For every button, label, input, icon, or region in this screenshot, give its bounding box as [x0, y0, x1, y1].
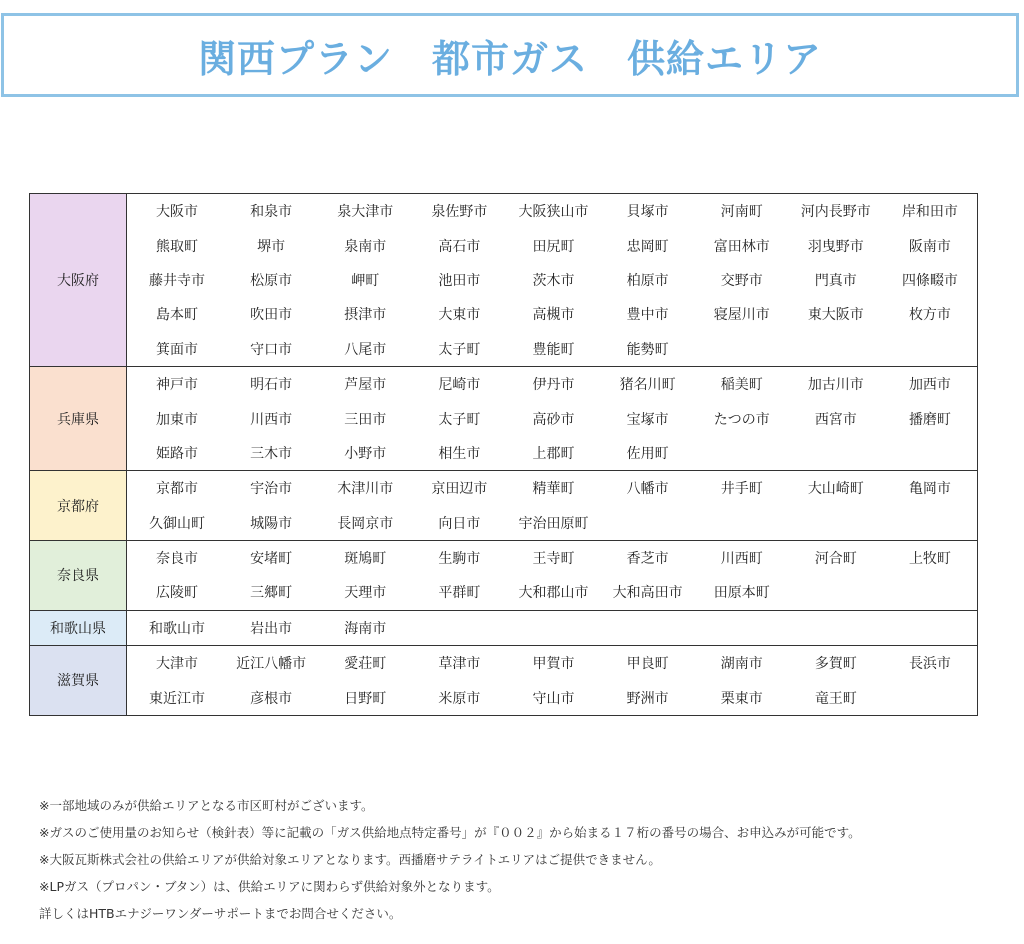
- prefecture-cell: 和歌山県: [30, 610, 127, 645]
- city-name: 太子町: [438, 341, 481, 358]
- city-name: 富田林市: [713, 238, 770, 255]
- city-name: 藤井寺市: [149, 272, 206, 289]
- cities-cell: [127, 646, 978, 716]
- city-name: 西宮市: [814, 411, 857, 428]
- city-name: 京田辺市: [431, 481, 488, 498]
- note-line: ※大阪瓦斯株式会社の供給エリアが供給対象エリアとなります。西播磨サテライトエリアはご提供できません。: [39, 852, 661, 867]
- city-name: 高石市: [438, 238, 481, 255]
- city-name: 草津市: [438, 656, 481, 673]
- city-name: 忠岡町: [626, 238, 669, 255]
- note-line: ※ガスのご使用量のお知らせ（検針表）等に記載の「ガス供給地点特定番号」が『００２』から始まる１７桁の番号の場合、お申込みが可能です。: [39, 825, 861, 840]
- cities-cell: [127, 540, 978, 610]
- city-name: 近江八幡市: [236, 656, 307, 673]
- city-name: 河内長野市: [800, 204, 871, 221]
- region-row: [30, 471, 978, 541]
- city-name: 大阪市: [156, 204, 199, 221]
- city-name: 京都市: [156, 481, 199, 498]
- prefecture-cell: 兵庫県: [30, 366, 127, 470]
- city-grid: [127, 471, 977, 540]
- note-line: 詳しくはHTBエナジーワンダーサポートまでお問合せください。: [39, 906, 402, 921]
- city-name: 神戸市: [156, 377, 199, 394]
- city-name: 岸和田市: [901, 204, 958, 221]
- note-line: ※一部地域のみが供給エリアとなる市区町村がございます。: [39, 798, 374, 813]
- city-name: 甲良町: [626, 656, 669, 673]
- city-name: 三郷町: [250, 585, 293, 602]
- city-name: 尼崎市: [438, 377, 481, 394]
- cities-cell: [127, 194, 978, 367]
- city-name: 甲賀市: [532, 656, 575, 673]
- city-name: 平群町: [438, 585, 481, 602]
- cities-cell: [127, 610, 978, 645]
- city-name: 竜王町: [814, 690, 857, 707]
- city-name: 安堵町: [250, 551, 293, 568]
- city-name: 八尾市: [344, 341, 387, 358]
- city-name: 高砂市: [532, 411, 575, 428]
- note-line: ※LPガス（プロパン・ブタン）は、供給エリアに関わらず供給対象外となります。: [39, 879, 500, 894]
- city-name: 大山崎町: [807, 481, 864, 498]
- city-grid: [127, 646, 977, 715]
- city-name: 大和高田市: [612, 585, 683, 602]
- city-name: 川西町: [720, 551, 763, 568]
- prefecture-cell: 奈良県: [30, 540, 127, 610]
- city-name: 彦根市: [250, 690, 293, 707]
- city-name: 日野町: [344, 690, 387, 707]
- city-name: 伊丹市: [532, 377, 575, 394]
- city-name: 門真市: [814, 272, 857, 289]
- city-name: 斑鳩町: [344, 551, 387, 568]
- region-row: [30, 646, 978, 716]
- city-name: 泉佐野市: [431, 204, 488, 221]
- city-name: 愛荘町: [344, 656, 387, 673]
- city-name: 吹田市: [250, 307, 293, 324]
- prefecture-cell: 滋賀県: [30, 646, 127, 716]
- city-name: 播磨町: [908, 411, 951, 428]
- title-banner: [1, 13, 1019, 97]
- city-name: 大和郡山市: [518, 585, 589, 602]
- city-name: 湖南市: [720, 656, 763, 673]
- city-name: 明石市: [250, 377, 293, 394]
- prefecture-cell: 京都府: [30, 471, 127, 541]
- city-name: 箕面市: [156, 341, 199, 358]
- city-name: 松原市: [250, 272, 293, 289]
- page-title: 関西プラン 都市ガス 供給エリア: [197, 36, 822, 81]
- city-name: 城陽市: [250, 515, 293, 532]
- city-name: 東大阪市: [807, 307, 864, 324]
- city-name: 守山市: [532, 690, 575, 707]
- city-name: 池田市: [438, 272, 481, 289]
- city-name: 島本町: [156, 307, 199, 324]
- city-name: 奈良市: [156, 551, 199, 568]
- city-name: 泉南市: [344, 238, 387, 255]
- city-grid: [127, 194, 977, 366]
- city-name: 貝塚市: [626, 204, 669, 221]
- city-name: 加東市: [156, 411, 199, 428]
- supply-area-table-body: [30, 194, 978, 716]
- supply-area-table: [29, 193, 978, 716]
- city-name: 王寺町: [532, 551, 575, 568]
- city-grid: [127, 611, 977, 645]
- city-name: 精華町: [532, 481, 575, 498]
- city-name: たつの市: [713, 411, 770, 428]
- city-name: 岬町: [351, 272, 380, 289]
- city-grid: [127, 541, 977, 610]
- city-name: 井手町: [720, 481, 763, 498]
- city-name: 阪南市: [908, 238, 951, 255]
- city-name: 上郡町: [532, 445, 575, 462]
- cities-cell: [127, 471, 978, 541]
- city-name: 宇治田原町: [518, 515, 589, 532]
- city-name: 長浜市: [908, 656, 951, 673]
- region-row: [30, 366, 978, 470]
- city-name: 河南町: [720, 204, 763, 221]
- city-name: 交野市: [720, 272, 763, 289]
- city-name: 四條畷市: [901, 272, 958, 289]
- notes-section: [39, 792, 861, 927]
- cities-cell: [127, 366, 978, 470]
- city-name: 天理市: [344, 585, 387, 602]
- city-name: 摂津市: [344, 307, 387, 324]
- city-name: 大阪狭山市: [518, 204, 589, 221]
- city-name: 宝塚市: [626, 411, 669, 428]
- city-name: 木津川市: [337, 481, 394, 498]
- city-name: 高槻市: [532, 307, 575, 324]
- city-name: 加古川市: [807, 377, 864, 394]
- city-name: 熊取町: [156, 238, 199, 255]
- city-name: 長岡京市: [337, 515, 394, 532]
- city-name: 稲美町: [720, 377, 763, 394]
- city-name: 田尻町: [532, 238, 575, 255]
- region-row: [30, 194, 978, 367]
- city-name: 大東市: [438, 307, 481, 324]
- city-name: 和泉市: [250, 204, 293, 221]
- city-name: 守口市: [250, 341, 293, 358]
- prefecture-cell: 大阪府: [30, 194, 127, 367]
- city-name: 姫路市: [156, 445, 199, 462]
- city-name: 大津市: [156, 656, 199, 673]
- city-name: 宇治市: [250, 481, 293, 498]
- city-name: 泉大津市: [337, 204, 394, 221]
- city-name: 豊能町: [532, 341, 575, 358]
- city-name: 田原本町: [713, 585, 770, 602]
- city-grid: [127, 367, 977, 470]
- city-name: 小野市: [344, 445, 387, 462]
- city-name: 河合町: [814, 551, 857, 568]
- city-name: 東近江市: [149, 690, 206, 707]
- city-name: 三田市: [344, 411, 387, 428]
- city-name: 岩出市: [250, 620, 293, 637]
- city-name: 枚方市: [908, 307, 951, 324]
- city-name: 生駒市: [438, 551, 481, 568]
- city-name: 栗東市: [720, 690, 763, 707]
- city-name: 八幡市: [626, 481, 669, 498]
- city-name: 向日市: [438, 515, 481, 532]
- city-name: 米原市: [438, 690, 481, 707]
- city-name: 芦屋市: [344, 377, 387, 394]
- city-name: 羽曳野市: [807, 238, 864, 255]
- region-row: [30, 610, 978, 645]
- city-name: 能勢町: [626, 341, 669, 358]
- city-name: 加西市: [908, 377, 951, 394]
- city-name: 相生市: [438, 445, 481, 462]
- city-name: 野洲市: [626, 690, 669, 707]
- city-name: 広陵町: [156, 585, 199, 602]
- city-name: 香芝市: [626, 551, 669, 568]
- region-row: [30, 540, 978, 610]
- city-name: 和歌山市: [149, 620, 206, 637]
- city-name: 三木市: [250, 445, 293, 462]
- city-name: 久御山町: [149, 515, 206, 532]
- city-name: 茨木市: [532, 272, 575, 289]
- city-name: 佐用町: [626, 445, 669, 462]
- city-name: 柏原市: [626, 272, 669, 289]
- city-name: 豊中市: [626, 307, 669, 324]
- city-name: 太子町: [438, 411, 481, 428]
- city-name: 川西市: [250, 411, 293, 428]
- city-name: 堺市: [257, 238, 286, 255]
- city-name: 寝屋川市: [713, 307, 770, 324]
- city-name: 多賀町: [814, 656, 857, 673]
- city-name: 亀岡市: [908, 481, 951, 498]
- city-name: 上牧町: [908, 551, 951, 568]
- city-name: 海南市: [344, 620, 387, 637]
- city-name: 猪名川町: [619, 377, 676, 394]
